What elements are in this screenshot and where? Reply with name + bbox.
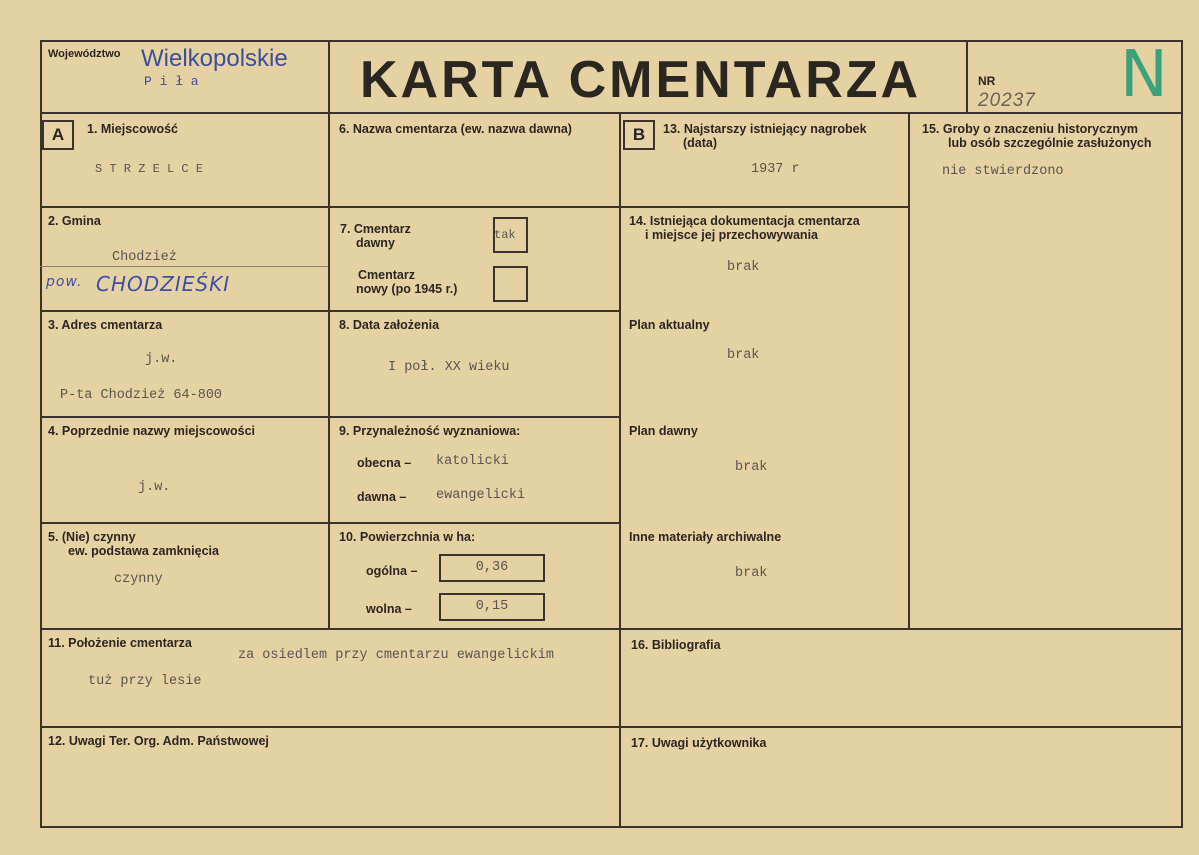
field-10-cell — [330, 524, 621, 630]
field-11-value-1: za osiedlem przy cmentarzu ewangelickim — [238, 648, 554, 663]
field-10-free-box[interactable] — [439, 593, 545, 621]
field-4-value: j.w. — [138, 480, 171, 495]
plan-current-label: Plan aktualny — [629, 318, 710, 332]
field-1-cell — [40, 114, 330, 208]
other-materials-value: brak — [735, 566, 768, 581]
corner-mark: N — [1120, 38, 1168, 112]
field-2-label: 2. Gmina — [48, 214, 101, 228]
plan-old-label: Plan dawny — [629, 424, 698, 438]
field-11-cell — [40, 630, 621, 728]
field-5-label-1: 5. (Nie) czynny — [48, 530, 136, 544]
field-8-cell — [330, 312, 621, 418]
field-4-label: 4. Poprzednie nazwy miejscowości — [48, 424, 256, 438]
other-materials-label: Inne materiały archiwalne — [629, 530, 782, 544]
field-15-label-1: 15. Groby o znaczeniu historycznym — [922, 122, 1139, 136]
field-6-label: 6. Nazwa cmentarza (ew. nazwa dawna) — [339, 122, 572, 136]
field-13-value: 1937 r — [751, 162, 800, 177]
field-9-former-value: ewangelicki — [436, 488, 526, 503]
field-14-value: brak — [727, 260, 760, 275]
field-16-cell — [621, 630, 1183, 728]
field-11-value-2: tuż przy lesie — [88, 674, 202, 689]
header-title-cell — [330, 40, 968, 114]
field-9-label: 9. Przynależność wyznaniowa: — [339, 424, 521, 438]
field-9-current-label: obecna – — [357, 456, 412, 470]
field-7-old-value: tak — [494, 228, 516, 242]
field-2-divider — [40, 266, 328, 267]
field-3-value-2: P-ta Chodzież 64-800 — [60, 388, 223, 403]
field-2-handwritten: CHODZIEŚKI — [96, 272, 231, 296]
field-17-cell — [621, 728, 1183, 828]
field-10-total-box[interactable] — [439, 554, 545, 582]
field-13-cell — [621, 114, 910, 208]
field-11-label: 11. Położenie cmentarza — [48, 636, 192, 650]
field-7-old-checkbox[interactable] — [493, 217, 528, 253]
field-8-value: I poł. XX wieku — [388, 360, 510, 375]
field-3-value-1: j.w. — [145, 352, 178, 367]
field-2-handwritten-prefix: pow. — [46, 274, 83, 290]
field-9-former-label: dawna – — [357, 490, 407, 504]
field-10-free-label: wolna – — [366, 602, 412, 616]
nr-label: NR — [978, 74, 996, 88]
field-17-label: 17. Uwagi użytkownika — [631, 736, 767, 750]
field-16-label: 16. Bibliografia — [631, 638, 721, 652]
field-6-cell — [330, 114, 621, 208]
section-a-box: A — [42, 120, 74, 150]
field-10-label: 10. Powierzchnia w ha: — [339, 530, 476, 544]
field-9-cell — [330, 418, 621, 524]
field-7b-label-1: Cmentarz — [358, 268, 415, 282]
plan-current-value: brak — [727, 348, 760, 363]
plan-old-value: brak — [735, 460, 768, 475]
field-15-cell — [910, 114, 1183, 630]
voivodeship-label: Województwo — [48, 48, 121, 60]
field-3-cell — [40, 312, 330, 418]
field-4-cell — [40, 418, 330, 524]
field-12-cell — [40, 728, 621, 828]
field-10-total-value: 0,36 — [475, 560, 509, 575]
field-15-value: nie stwierdzono — [942, 164, 1064, 179]
field-1-value: S T R Z E L C E — [95, 162, 204, 176]
field-2-value: Chodzież — [112, 250, 177, 265]
field-9-current-value: katolicki — [436, 454, 509, 469]
field-13-label-2: (data) — [683, 136, 718, 150]
nr-value: 20237 — [978, 90, 1036, 111]
field-1-label: 1. Miejscowość — [87, 122, 179, 136]
field-7-label-1: 7. Cmentarz — [340, 222, 411, 236]
header-voivodeship-cell — [40, 40, 330, 114]
field-10-free-value: 0,15 — [475, 599, 509, 614]
field-10-total-label: ogólna – — [366, 564, 418, 578]
voivodeship-stamp: Wielkopolskie — [141, 45, 288, 72]
field-14-label-1: 14. Istniejąca dokumentacja cmentarza — [629, 214, 860, 228]
field-5-cell — [40, 524, 330, 630]
field-5-value: czynny — [114, 572, 163, 587]
field-7-cell — [330, 208, 621, 312]
field-8-label: 8. Data założenia — [339, 318, 440, 332]
field-13-label-1: 13. Najstarszy istniejący nagrobek — [663, 122, 867, 136]
field-15-label-2: lub osób szczególnie zasłużonych — [948, 136, 1152, 150]
field-3-label: 3. Adres cmentarza — [48, 318, 163, 332]
field-14-cell — [621, 208, 910, 630]
field-7-label-2: dawny — [356, 236, 395, 250]
field-5-label-2: ew. podstawa zamknięcia — [68, 544, 219, 558]
page-title: KARTA CMENTARZA — [360, 51, 922, 109]
field-14-label-2: i miejsce jej przechowywania — [645, 228, 818, 242]
field-12-label: 12. Uwagi Ter. Org. Adm. Państwowej — [48, 734, 269, 748]
field-2-cell — [40, 208, 330, 312]
field-7b-label-2: nowy (po 1945 r.) — [356, 282, 458, 296]
section-b-box: B — [623, 120, 655, 150]
field-7-new-checkbox[interactable] — [493, 266, 528, 302]
header-nr-cell — [968, 40, 1183, 114]
voivodeship-sub: P i ł a — [144, 74, 199, 89]
